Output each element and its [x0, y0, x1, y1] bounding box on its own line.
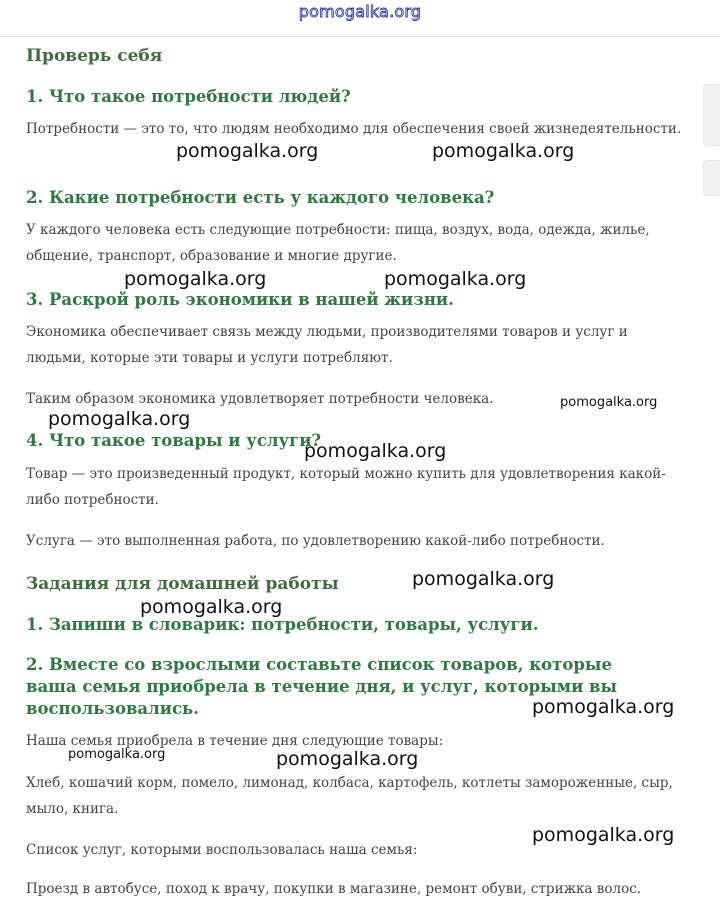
section-heading-check: Проверь себя — [26, 46, 163, 66]
site-header — [0, 0, 720, 37]
task-1-title: 1. Запиши в словарик: потребности, товары, услуги. — [26, 615, 539, 634]
watermark: pomogalka.org — [384, 268, 527, 290]
watermark: pomogalka.org — [124, 268, 267, 290]
site-logo[interactable]: pomogalka.org — [298, 2, 422, 21]
question-2-answer: У каждого человека есть следующие потребности: пища, воздух, вода, одежда, жилье, общение, транспорт, образование и многие другие. — [26, 222, 650, 264]
task-2-title: 2. Вместе со взрослыми составьте список товаров, которые ваша семья приобрела в течение дня, и услуг, которыми вы воспользовались. — [26, 655, 618, 718]
side-tab-top[interactable] — [703, 84, 720, 146]
question-4-goods: Товар — это произведенный продукт, который можно купить для удовлетворения какой-либо потребности. — [26, 466, 666, 508]
task-2-goods-intro: Наша семья приобрела в течение дня следующие товары: — [26, 733, 444, 749]
side-tab-bottom[interactable] — [703, 160, 720, 196]
question-1-title: 1. Что такое потребности людей? — [26, 87, 351, 106]
watermark: pomogalka.org — [412, 568, 555, 590]
watermark: pomogalka.org — [304, 440, 447, 462]
question-3-conclusion: Таким образом экономика удовлетворяет потребности человека. — [26, 391, 494, 407]
task-2-goods-list: Хлеб, кошачий корм, помело, лимонад, колбаса, картофель, котлеты замороженные, сыр, мыло, книга. — [26, 775, 673, 817]
watermark: pomogalka.org — [432, 140, 575, 162]
watermark: pomogalka.org — [560, 395, 658, 410]
question-3-answer: Экономика обеспечивает связь между людьми, производителями товаров и услуг и людьми, которые эти товары и услуги потребляют. — [26, 324, 628, 366]
section-heading-homework: Задания для домашней работы — [26, 574, 339, 594]
watermark: pomogalka.org — [68, 747, 166, 762]
watermark: pomogalka.org — [48, 408, 191, 430]
task-2-services-list: Проезд в автобусе, поход к врачу, покупки в магазине, ремонт обуви, стрижка волос. — [26, 881, 642, 897]
question-1-answer: Потребности — это то, что людям необходимо для обеспечения своей жизнедеятельности. — [26, 121, 682, 137]
task-2-services-intro: Список услуг, которыми воспользовалась наша семья: — [26, 842, 418, 858]
question-3-title: 3. Раскрой роль экономики в нашей жизни. — [26, 290, 454, 309]
watermark: pomogalka.org — [276, 748, 419, 770]
question-4-services: Услуга — это выполненная работа, по удовлетворению какой-либо потребности. — [26, 533, 605, 549]
watermark: pomogalka.org — [532, 824, 675, 846]
watermark: pomogalka.org — [176, 140, 319, 162]
question-2-title: 2. Какие потребности есть у каждого человека? — [26, 188, 495, 207]
watermark: pomogalka.org — [140, 596, 283, 618]
watermark: pomogalka.org — [532, 696, 675, 718]
question-4-title: 4. Что такое товары и услуги? — [26, 431, 322, 450]
